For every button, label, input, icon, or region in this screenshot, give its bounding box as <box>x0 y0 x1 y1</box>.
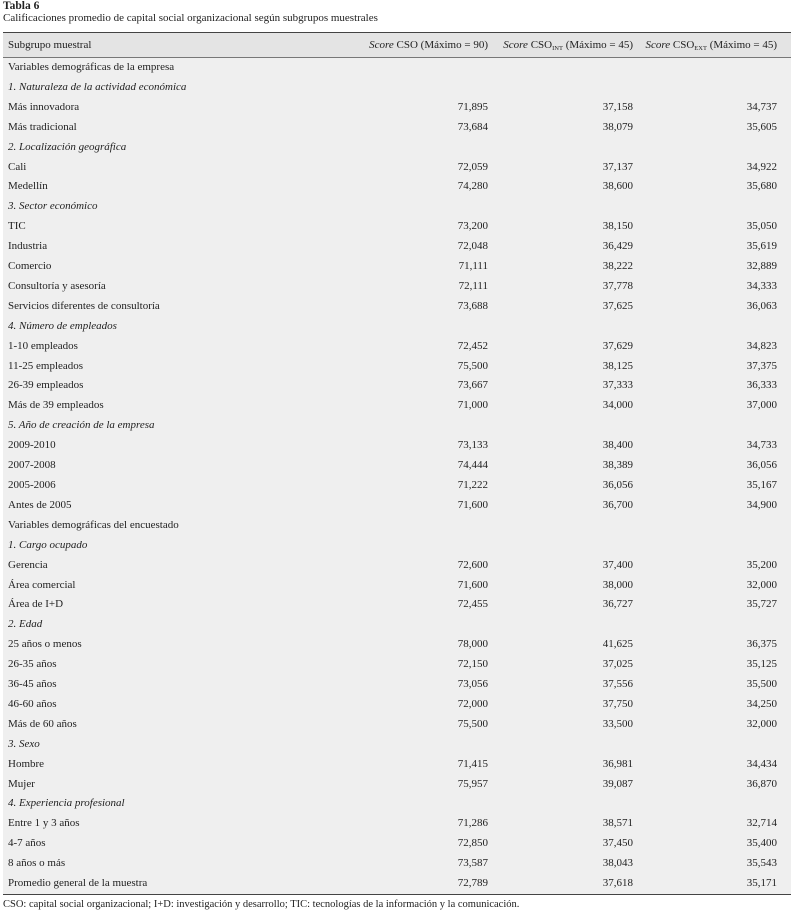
table-row <box>3 456 791 476</box>
value-score-cso: 74,444 <box>457 459 488 472</box>
table-row <box>3 436 791 456</box>
table-row <box>3 277 791 297</box>
value-score-cso-ext: 35,727 <box>746 598 777 611</box>
table-row <box>3 834 791 854</box>
table-row <box>3 98 791 118</box>
table-row <box>3 217 791 237</box>
row-label: Comercio <box>8 260 52 273</box>
value-score-cso-ext: 35,125 <box>746 658 777 671</box>
value-score-cso-int: 37,618 <box>602 877 633 890</box>
table-row <box>3 854 791 874</box>
value-score-cso-ext: 34,823 <box>746 339 777 352</box>
table-row <box>3 595 791 615</box>
row-label: 2009-2010 <box>8 439 56 452</box>
value-score-cso-ext: 35,050 <box>746 220 777 233</box>
row-label: 2. Edad <box>8 618 43 631</box>
group-heading <box>3 615 791 635</box>
value-score-cso: 71,222 <box>457 479 488 491</box>
bottom-rule <box>3 894 791 895</box>
value-score-cso: 73,200 <box>457 220 488 233</box>
value-score-cso-ext: 35,400 <box>746 837 777 850</box>
value-score-cso: 72,789 <box>457 877 488 890</box>
row-label: 26-35 años <box>8 658 57 671</box>
row-label: 1. Cargo ocupado <box>8 538 88 551</box>
value-score-cso-int: 37,137 <box>602 160 633 173</box>
value-score-cso-ext: 35,167 <box>746 479 777 491</box>
table-row <box>3 675 791 695</box>
row-label: Área de I+D <box>8 598 64 611</box>
table-row <box>3 874 791 894</box>
row-label: 2. Localización geográfica <box>8 140 127 153</box>
header-score-cso-int-sub: INT <box>552 45 563 52</box>
group-heading <box>3 78 791 98</box>
row-label: Variables demográficas del encuestado <box>8 518 179 531</box>
table-row <box>3 376 791 396</box>
table-row <box>3 814 791 834</box>
value-score-cso-ext: 36,870 <box>746 777 777 790</box>
value-score-cso-ext: 35,200 <box>746 558 777 571</box>
value-score-cso-int: 34,000 <box>602 399 633 412</box>
value-score-cso: 73,587 <box>457 857 488 870</box>
value-score-cso: 73,684 <box>457 120 488 133</box>
value-score-cso: 72,048 <box>457 240 488 253</box>
row-label: 3. Sexo <box>8 737 40 750</box>
row-label: Gerencia <box>8 558 48 571</box>
group-heading <box>3 197 791 217</box>
header-score-cso-int-base: CSO <box>527 39 553 51</box>
value-score-cso: 75,957 <box>457 777 488 790</box>
row-label: Entre 1 y 3 años <box>8 817 80 830</box>
value-score-cso-int: 38,150 <box>602 220 633 233</box>
value-score-cso: 72,600 <box>457 558 488 571</box>
value-score-cso: 71,000 <box>457 399 488 412</box>
value-score-cso-ext: 34,333 <box>746 279 777 292</box>
table-row <box>3 755 791 775</box>
group-heading <box>3 536 791 556</box>
row-label: Antes de 2005 <box>8 498 72 511</box>
row-label: Hombre <box>8 757 45 770</box>
row-label: 1-10 empleados <box>8 339 78 352</box>
table-row <box>3 337 791 357</box>
header-score-cso-ext-rest: (Máximo = 45) <box>706 39 777 51</box>
group-heading <box>3 735 791 755</box>
header-score-cso-ext-base: CSO <box>670 39 695 51</box>
table-row <box>3 297 791 317</box>
table-row <box>3 237 791 257</box>
row-label: Promedio general de la muestra <box>8 877 148 890</box>
table-row <box>3 715 791 735</box>
table-row <box>3 496 791 516</box>
row-label: Más innovadora <box>8 100 80 113</box>
row-label: 2007-2008 <box>8 459 56 472</box>
table-row <box>3 118 791 138</box>
row-label: Más tradicional <box>8 120 77 133</box>
value-score-cso-int: 38,600 <box>602 180 633 193</box>
value-score-cso-ext: 35,171 <box>746 877 777 890</box>
section-heading <box>3 516 791 536</box>
table-header <box>3 33 791 57</box>
value-score-cso: 73,133 <box>457 439 488 452</box>
value-score-cso-ext: 36,063 <box>746 299 777 312</box>
row-label: 46-60 años <box>8 697 57 710</box>
table-row <box>3 476 791 496</box>
value-score-cso-ext: 36,333 <box>746 379 777 392</box>
value-score-cso-int: 36,727 <box>602 598 633 611</box>
row-label: 26-39 empleados <box>8 379 84 392</box>
table-label: Tabla 6 <box>3 0 40 12</box>
value-score-cso-ext: 32,889 <box>746 260 777 273</box>
value-score-cso-int: 37,025 <box>602 658 633 671</box>
value-score-cso: 72,059 <box>457 160 488 173</box>
value-score-cso: 74,280 <box>457 180 488 193</box>
value-score-cso-int: 37,158 <box>602 100 633 113</box>
header-score-cso-int-rest: (Máximo = 45) <box>562 39 633 51</box>
row-label: 3. Sector económico <box>8 200 98 213</box>
value-score-cso-ext: 34,434 <box>746 757 777 770</box>
value-score-cso-int: 37,629 <box>602 339 633 352</box>
value-score-cso-int: 36,981 <box>602 757 633 770</box>
table-row <box>3 576 791 596</box>
value-score-cso-int: 37,750 <box>602 697 633 710</box>
table-row <box>3 158 791 178</box>
value-score-cso: 71,600 <box>457 498 488 511</box>
value-score-cso: 78,000 <box>457 638 488 651</box>
row-label: Servicios diferentes de consultoría <box>8 299 160 312</box>
value-score-cso-int: 37,333 <box>602 379 633 392</box>
row-label: Área comercial <box>8 578 76 591</box>
value-score-cso-int: 39,087 <box>602 777 633 790</box>
value-score-cso: 72,000 <box>457 697 488 710</box>
header-score-cso-int <box>503 33 633 57</box>
row-label: 25 años o menos <box>8 638 82 651</box>
row-label: 8 años o más <box>8 857 66 870</box>
group-heading <box>3 138 791 158</box>
table-row <box>3 396 791 416</box>
value-score-cso-int: 38,079 <box>602 120 633 133</box>
header-score-cso-italic: Score <box>369 39 394 51</box>
row-label: Medellín <box>8 180 48 193</box>
row-label: 4-7 años <box>8 837 46 850</box>
row-label: Mujer <box>8 777 35 790</box>
header-score-cso-rest: CSO (Máximo = 90) <box>393 39 488 51</box>
value-score-cso: 71,600 <box>457 578 488 591</box>
row-label: 36-45 años <box>8 678 57 691</box>
value-score-cso-int: 37,625 <box>602 299 633 312</box>
row-label: Más de 39 empleados <box>8 399 104 412</box>
value-score-cso-int: 37,400 <box>602 558 633 571</box>
value-score-cso-ext: 34,733 <box>746 439 777 452</box>
table-row <box>3 556 791 576</box>
table-body <box>3 58 791 894</box>
value-score-cso: 71,111 <box>458 260 488 273</box>
value-score-cso-int: 38,400 <box>602 439 633 452</box>
value-score-cso-int: 41,625 <box>602 638 633 651</box>
value-score-cso-ext: 35,619 <box>746 240 777 253</box>
table-row <box>3 177 791 197</box>
value-score-cso-int: 38,571 <box>602 817 633 830</box>
header-score-cso-ext-italic: Score <box>645 39 671 51</box>
table-footnote: CSO: capital social organizacional; I+D: investigación y desarrollo; TIC: tecnologías de la información y la comunicación. <box>3 899 520 910</box>
header-subgroup: Subgrupo muestral <box>8 39 92 51</box>
group-heading <box>3 794 791 814</box>
value-score-cso: 73,667 <box>457 379 488 392</box>
value-score-cso-int: 37,778 <box>602 279 633 292</box>
table-caption: Calificaciones promedio de capital social organizacional según subgrupos muestrales <box>3 12 378 24</box>
header-score-cso-ext-sub: EXT <box>694 45 707 52</box>
value-score-cso-int: 38,000 <box>602 578 633 591</box>
row-label: Variables demográficas de la empresa <box>8 61 175 73</box>
group-heading <box>3 317 791 337</box>
table-row <box>3 635 791 655</box>
table-row <box>3 655 791 675</box>
value-score-cso: 72,452 <box>457 339 488 352</box>
value-score-cso-ext: 34,250 <box>746 697 777 710</box>
value-score-cso-int: 38,389 <box>602 459 633 472</box>
value-score-cso: 71,415 <box>457 757 488 770</box>
row-label: Cali <box>8 160 27 173</box>
value-score-cso-ext: 36,056 <box>746 459 777 472</box>
group-heading <box>3 416 791 436</box>
row-label: Industria <box>8 240 48 253</box>
value-score-cso: 72,455 <box>457 598 488 611</box>
table-row <box>3 357 791 377</box>
value-score-cso-int: 36,429 <box>602 240 633 253</box>
value-score-cso-int: 33,500 <box>602 717 633 730</box>
value-score-cso-ext: 35,543 <box>746 857 777 870</box>
row-label: Más de 60 años <box>8 717 77 730</box>
value-score-cso-ext: 36,375 <box>746 638 777 651</box>
value-score-cso-int: 36,700 <box>602 498 633 511</box>
value-score-cso: 73,688 <box>457 299 488 312</box>
value-score-cso: 71,286 <box>457 817 488 830</box>
header-score-cso-int-italic: Score <box>503 39 528 51</box>
value-score-cso: 73,056 <box>457 678 488 691</box>
value-score-cso-ext: 35,605 <box>746 120 777 133</box>
section-heading <box>3 58 791 78</box>
row-label: 11-25 empleados <box>8 359 84 372</box>
value-score-cso: 71,895 <box>457 100 488 113</box>
value-score-cso-ext: 34,737 <box>746 100 777 113</box>
value-score-cso-ext: 32,000 <box>746 578 777 591</box>
value-score-cso-ext: 35,500 <box>746 678 777 691</box>
value-score-cso: 72,150 <box>457 658 488 671</box>
value-score-cso: 72,850 <box>457 837 488 850</box>
value-score-cso-int: 38,125 <box>602 359 633 372</box>
value-score-cso-int: 38,222 <box>602 260 633 273</box>
value-score-cso-ext: 37,375 <box>746 359 777 372</box>
row-label: 4. Número de empleados <box>8 319 117 332</box>
row-label: 1. Naturaleza de la actividad económica <box>8 80 187 93</box>
value-score-cso-int: 37,556 <box>602 678 633 691</box>
value-score-cso-ext: 32,714 <box>746 817 777 830</box>
row-label: 5. Año de creación de la empresa <box>8 419 155 432</box>
row-label: TIC <box>8 220 26 233</box>
row-label: 4. Experiencia profesional <box>8 797 125 810</box>
value-score-cso-int: 38,043 <box>602 857 633 870</box>
value-score-cso-ext: 34,922 <box>746 160 777 173</box>
value-score-cso: 75,500 <box>457 359 488 372</box>
table-row <box>3 695 791 715</box>
value-score-cso: 72,111 <box>458 279 488 292</box>
value-score-cso-int: 36,056 <box>602 479 633 491</box>
value-score-cso-ext: 34,900 <box>746 498 777 511</box>
row-label: Consultoría y asesoría <box>8 279 106 292</box>
header-score-cso <box>369 33 488 57</box>
table-row <box>3 775 791 795</box>
value-score-cso-int: 37,450 <box>602 837 633 850</box>
row-label: 2005-2006 <box>8 479 56 491</box>
value-score-cso: 75,500 <box>457 717 488 730</box>
value-score-cso-ext: 35,680 <box>746 180 777 193</box>
header-score-cso-ext <box>646 33 778 57</box>
value-score-cso-ext: 37,000 <box>746 399 777 412</box>
table-row <box>3 257 791 277</box>
value-score-cso-ext: 32,000 <box>746 717 777 730</box>
